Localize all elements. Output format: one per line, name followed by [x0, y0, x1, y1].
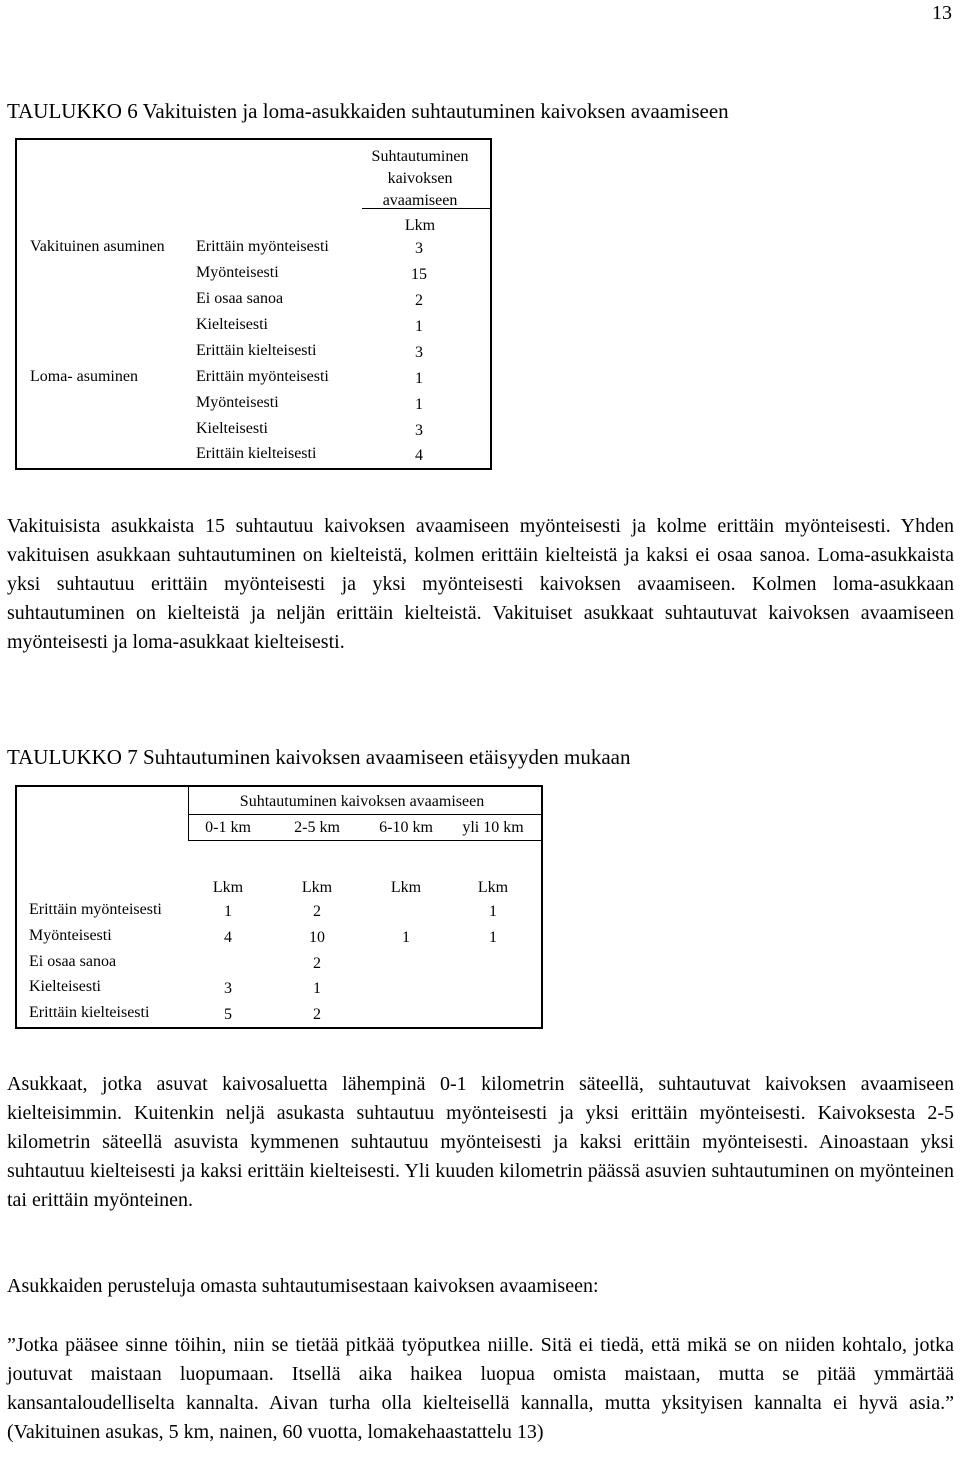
interview-quote — [7, 1331, 954, 1447]
table7-unit: Lkm — [212, 879, 244, 896]
table7-value: 1 — [313, 980, 321, 997]
table6-row-label: Myönteisesti — [196, 394, 279, 411]
table7-unit: Lkm — [301, 879, 333, 896]
section-heading: Asukkaiden perusteluja omasta suhtautumisestaan kaivoksen avaamiseen: — [7, 1275, 599, 1297]
table7-value: 3 — [224, 980, 232, 997]
table6-value: 1 — [415, 370, 423, 387]
table6-header-line: Suhtautuminen — [371, 148, 469, 165]
table7-value: 2 — [313, 955, 321, 972]
table6-row-label: Erittäin myönteisesti — [196, 238, 329, 255]
table7-row-label: Kielteisesti — [29, 978, 101, 995]
table6-value: 3 — [415, 240, 423, 257]
table7-value: 1 — [224, 903, 232, 920]
table7-unit: Lkm — [477, 879, 509, 896]
table7-column-header: 6-10 km — [379, 819, 433, 836]
table6-row-label: Erittäin myönteisesti — [196, 368, 329, 385]
table6-value: 3 — [415, 422, 423, 439]
table7-value: 1 — [402, 929, 410, 946]
table7-value: 1 — [489, 929, 497, 946]
table6-value: 15 — [411, 266, 427, 283]
table7-column-header: yli 10 km — [462, 819, 524, 836]
table6-value: 3 — [415, 344, 423, 361]
table7-row-label: Ei osaa sanoa — [29, 953, 117, 970]
table6-header-line: kaivoksen — [387, 170, 453, 187]
table6-row-label: Myönteisesti — [196, 264, 279, 281]
table7-header: Suhtautuminen kaivoksen avaamiseen — [239, 793, 485, 810]
table7-row-label: Erittäin myönteisesti — [29, 901, 162, 918]
table7-value: 5 — [224, 1006, 232, 1023]
table7-value: 1 — [489, 903, 497, 920]
table6-group-label: Vakituinen asuminen — [30, 238, 165, 255]
paragraph-text: Asukkaat, jotka asuvat kaivosaluetta lähempinä 0-1 kilometrin säteellä, suhtautuvat kaivoksen avaamiseen kielteisimmin. Kuitenkin neljä asukasta suhtautuu myönteisesti ja yksi erittäin myönteisesti. Kaivoksesta 2-5 kilometrin säteellä asuvista kymmenen suhtautuu myönteisesti ja kaksi erittäin myönteisesti. Ainoastaan yksi suhtautuu kielteisesti ja kaksi erittäin kielteisesti. Yli kuuden kilometrin päässä asuvien suhtautuminen on myönteinen tai erittäin myönteinen. — [7, 1073, 954, 1211]
table7-value: 2 — [313, 1006, 321, 1023]
table6-row-label: Ei osaa sanoa — [196, 290, 284, 307]
table7-column-header: 2-5 km — [294, 819, 340, 836]
table7-row-label: Myönteisesti — [29, 927, 112, 944]
table6-group-label: Loma- asuminen — [30, 368, 138, 385]
table7-value: 2 — [313, 903, 321, 920]
table7-column-header: 0-1 km — [205, 819, 251, 836]
table6-value: 1 — [415, 318, 423, 335]
table6-unit: Lkm — [404, 217, 436, 234]
paragraph-table7-summary — [7, 1070, 954, 1215]
table6-caption: TAULUKKO 6 Vakituisten ja loma-asukkaiden suhtautuminen kaivoksen avaamiseen — [7, 99, 729, 123]
table7-value: 10 — [309, 929, 325, 946]
table7-value: 4 — [224, 929, 232, 946]
paragraph-text: Vakituisista asukkaista 15 suhtautuu kaivoksen avaamiseen myönteisesti ja kolme erittäin myönteisesti. Yhden vakituisen asukkaan suhtautuminen on kielteistä, kolmen erittäin kielteistä ja kaksi ei osaa sanoa. Loma-asukkaista yksi suhtautuu erittäin myönteisesti ja yksi myönteisesti kaivoksen avaamiseen. Kolmen loma-asukkaan suhtautuminen on kielteistä ja neljän erittäin kielteistä. Vakituiset asukkaat suhtautuvat kaivoksen avaamiseen myönteisesti ja loma-asukkaat kielteisesti. — [7, 515, 954, 653]
table6-value: 1 — [415, 396, 423, 413]
table7-unit: Lkm — [390, 879, 422, 896]
table6-value: 2 — [415, 292, 423, 309]
table6-row-label: Kielteisesti — [196, 316, 268, 333]
table6-row-label: Erittäin kielteisesti — [196, 445, 317, 462]
table6-header-line: avaamiseen — [382, 192, 458, 209]
table7-caption: TAULUKKO 7 Suhtautuminen kaivoksen avaamiseen etäisyyden mukaan — [7, 745, 631, 769]
quote-text: ”Jotka pääsee sinne töihin, niin se tietää pitkää työputkea niille. Sitä ei tiedä, että mikä se on niiden kohtalo, jotka joutuvat maistaan luopumaan. Itsellä aika haikea luopua omista maistaan, mutta se pitää ymmärtää kansantaloudelliselta kannalta. Aivan turha olla kielteisellä kannalla, mutta yksityisen kannalta ei hyvä asia.” (Vakituinen asukas, 5 km, nainen, 60 vuotta, lomakehaastattelu 13) — [7, 1334, 954, 1443]
table6-row-label: Erittäin kielteisesti — [196, 342, 317, 359]
page-number: 13 — [932, 2, 952, 24]
table6-row-label: Kielteisesti — [196, 420, 268, 437]
table7-row-label: Erittäin kielteisesti — [29, 1004, 150, 1021]
table6-value: 4 — [415, 447, 423, 464]
paragraph-table6-summary — [7, 512, 954, 657]
